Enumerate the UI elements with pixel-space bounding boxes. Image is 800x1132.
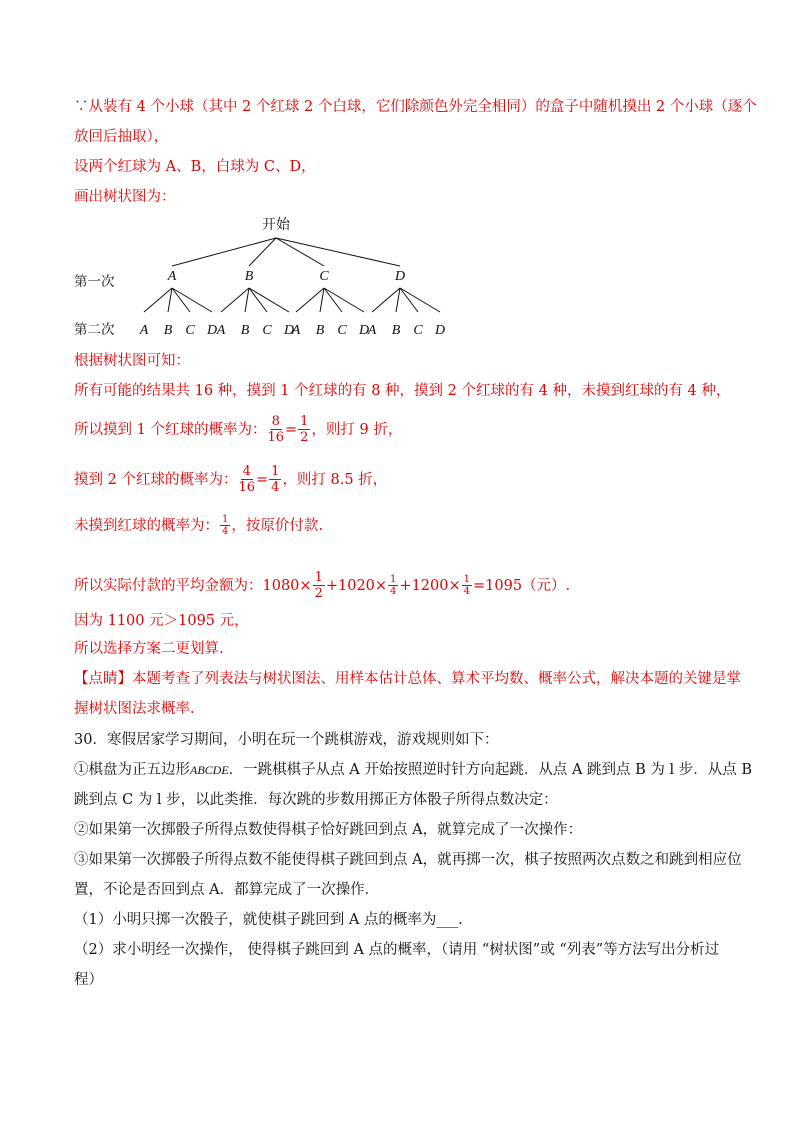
solution-line-11: 因为 1100 元＞1095 元， (74, 613, 249, 629)
tree-branch-line (144, 288, 172, 312)
fraction-4-16 (238, 464, 255, 495)
tree-second-node: C (337, 323, 347, 338)
line-2-text-c: ．一跳棋棋子从点 A 开始按照逆时针方向起跳．从点 A 跳到点 B 为 l 步．从点 B (228, 762, 753, 778)
problem-line-2 (74, 759, 752, 781)
equals-sign: = (285, 421, 298, 438)
line-8-text-a: 摸到 2 个红球的概率为： (74, 471, 238, 488)
line-2-text-a: ①棋盘为正五边形 (74, 762, 190, 778)
frac-num: 1 (463, 574, 470, 585)
line-9-text-a: 未摸到红球的概率为： (74, 517, 219, 534)
frac-den: 16 (238, 480, 255, 495)
tree-first-node: A (167, 269, 177, 284)
tree-second-node: D (283, 323, 295, 338)
tree-first-label: 第一次 (74, 274, 115, 290)
frac-den: 4 (222, 526, 229, 537)
line-8-text-b: ，则打 8.5 折， (282, 471, 388, 488)
tree-second-node: A (139, 323, 149, 338)
tree-second-node: C (413, 323, 423, 338)
frac-num: 1 (271, 464, 280, 479)
tree-second-node: C (262, 323, 272, 338)
problem-line-5: ③如果第一次掷骰子所得点数不能使得棋子跳回到点 A，就再掷一次，棋子按照两次点数之和跳到相应位 (74, 852, 742, 868)
tree-branch-line (172, 288, 190, 312)
frac-den: 4 (271, 480, 280, 495)
tree-branch-line (168, 288, 172, 312)
frac-num: 1 (300, 414, 309, 429)
frac-den: 2 (314, 586, 323, 601)
tree-branch-line (296, 288, 324, 312)
line-10-text-c: +1200× (399, 577, 461, 594)
solution-line-9 (74, 514, 323, 537)
problem-line-4: ②如果第一次掷骰子所得点数使得棋子恰好跳回到点 A，就算完成了一次操作： (74, 822, 583, 838)
tree-branch-line (249, 288, 289, 312)
fraction-1-2 (313, 570, 325, 601)
solution-line-8 (74, 464, 387, 495)
tree-second-node: D (358, 323, 370, 338)
fraction-1-4 (388, 574, 398, 597)
frac-num: 1 (390, 574, 397, 585)
tree-second-node: B (391, 323, 401, 338)
tree-branch-line (249, 288, 267, 312)
tree-branch-line (372, 288, 400, 312)
solution-line-5: 根据树状图可知： (74, 353, 190, 369)
line-7-text-b: ，则打 9 折， (311, 421, 403, 438)
tree-second-node: B (315, 323, 325, 338)
tree-second-node: B (240, 323, 250, 338)
tree-branch-line (276, 238, 400, 266)
frac-den: 16 (267, 430, 284, 445)
line-7-text-a: 所以摸到 1 个红球的概率为： (74, 421, 267, 438)
tree-branch-line (276, 238, 324, 266)
solution-line-14: 握树状图法求概率. (74, 701, 195, 717)
fraction-8-16 (267, 414, 284, 445)
frac-num: 4 (242, 464, 251, 479)
line-10-text-d: =1095（元）. (473, 577, 571, 594)
solution-line-10 (74, 570, 570, 601)
tree-branch-line (249, 238, 276, 266)
problem-line-8: （2）求小明经一次操作， 使得棋子跳回到 A 点的概率，（请用 “树状图”或 “列表”等方法写出分析过 (74, 942, 720, 958)
tree-second-node: B (163, 323, 173, 338)
tree-branch-line (172, 238, 276, 266)
tree-branch-line (320, 288, 324, 312)
line-9-text-b: ，按原价付款. (231, 517, 323, 534)
frac-den: 4 (390, 586, 397, 597)
solution-line-2: 放回后抽取）， (74, 129, 169, 145)
problem-line-7: （1）小明只掷一次骰子，就使棋子跳回到 A 点的概率为___. (74, 912, 463, 928)
solution-line-12: 所以选择方案二更划算. (74, 641, 224, 657)
solution-line-7 (74, 414, 402, 445)
solution-line-3: 设两个红球为 A、B，白球为 C、D， (74, 159, 316, 175)
tree-first-node: C (319, 269, 329, 284)
tree-branch-line (396, 288, 400, 312)
tree-second-node: C (185, 323, 195, 338)
tree-first-node: B (244, 269, 254, 284)
tree-branch-line (172, 288, 212, 312)
tree-second-node: D (434, 323, 446, 338)
line-10-text-a: 所以实际付款的平均金额为：1080× (74, 577, 312, 594)
tree-branch-line (400, 288, 440, 312)
fraction-1-4 (269, 464, 281, 495)
equals-sign: = (256, 471, 269, 488)
problem-line-1: 30．寒假居家学习期间，小明在玩一个跳棋游戏，游戏规则如下： (74, 732, 499, 748)
tree-first-node: D (394, 269, 406, 284)
tree-branch-line (400, 288, 418, 312)
tree-second-node: A (291, 323, 301, 338)
fraction-1-4 (220, 514, 230, 537)
solution-line-13: 【点睛】本题考查了列表法与树状图法、用样本估计总体、算术平均数、概率公式，解决本题的关键是掌 (74, 671, 741, 687)
tree-branch-line (324, 288, 364, 312)
tree-root-label: 开始 (262, 217, 290, 233)
fraction-1-2 (298, 414, 310, 445)
frac-den: 4 (463, 586, 470, 597)
tree-second-node: D (206, 323, 218, 338)
tree-branch-line (245, 288, 249, 312)
tree-second-label: 第二次 (74, 322, 115, 338)
tree-svg (0, 208, 800, 348)
line-10-text-b: +1020× (325, 577, 388, 594)
frac-num: 8 (271, 414, 280, 429)
solution-line-4: 画出树状图为： (74, 189, 176, 205)
frac-den: 2 (300, 430, 309, 445)
tree-second-node: A (367, 323, 377, 338)
problem-line-6: 置，不论是否回到点 A．都算完成了一次操作． (74, 882, 380, 898)
solution-line-6: 所有可能的结果共 16 种，摸到 1 个红球的有 8 种，摸到 2 个红球的有 4 种，未摸到红球的有 4 种， (74, 383, 731, 399)
tree-branch-line (324, 288, 342, 312)
tree-second-node: A (216, 323, 226, 338)
frac-num: 1 (314, 570, 323, 585)
pentagon-label: ABCDE (190, 763, 229, 777)
problem-line-3: 跳到点 C 为 l 步，以此类推．每次跳的步数用掷正方体骰子所得点数决定： (74, 792, 558, 808)
solution-line-1: ∵从装有 4 个小球（其中 2 个红球 2 个白球，它们除颜色外完全相同）的盒子中随机摸出 2 个小球（逐个 (74, 99, 757, 115)
problem-line-9: 程） (74, 972, 103, 988)
frac-num: 1 (222, 514, 229, 525)
fraction-1-4 (462, 574, 472, 597)
tree-branch-line (221, 288, 249, 312)
